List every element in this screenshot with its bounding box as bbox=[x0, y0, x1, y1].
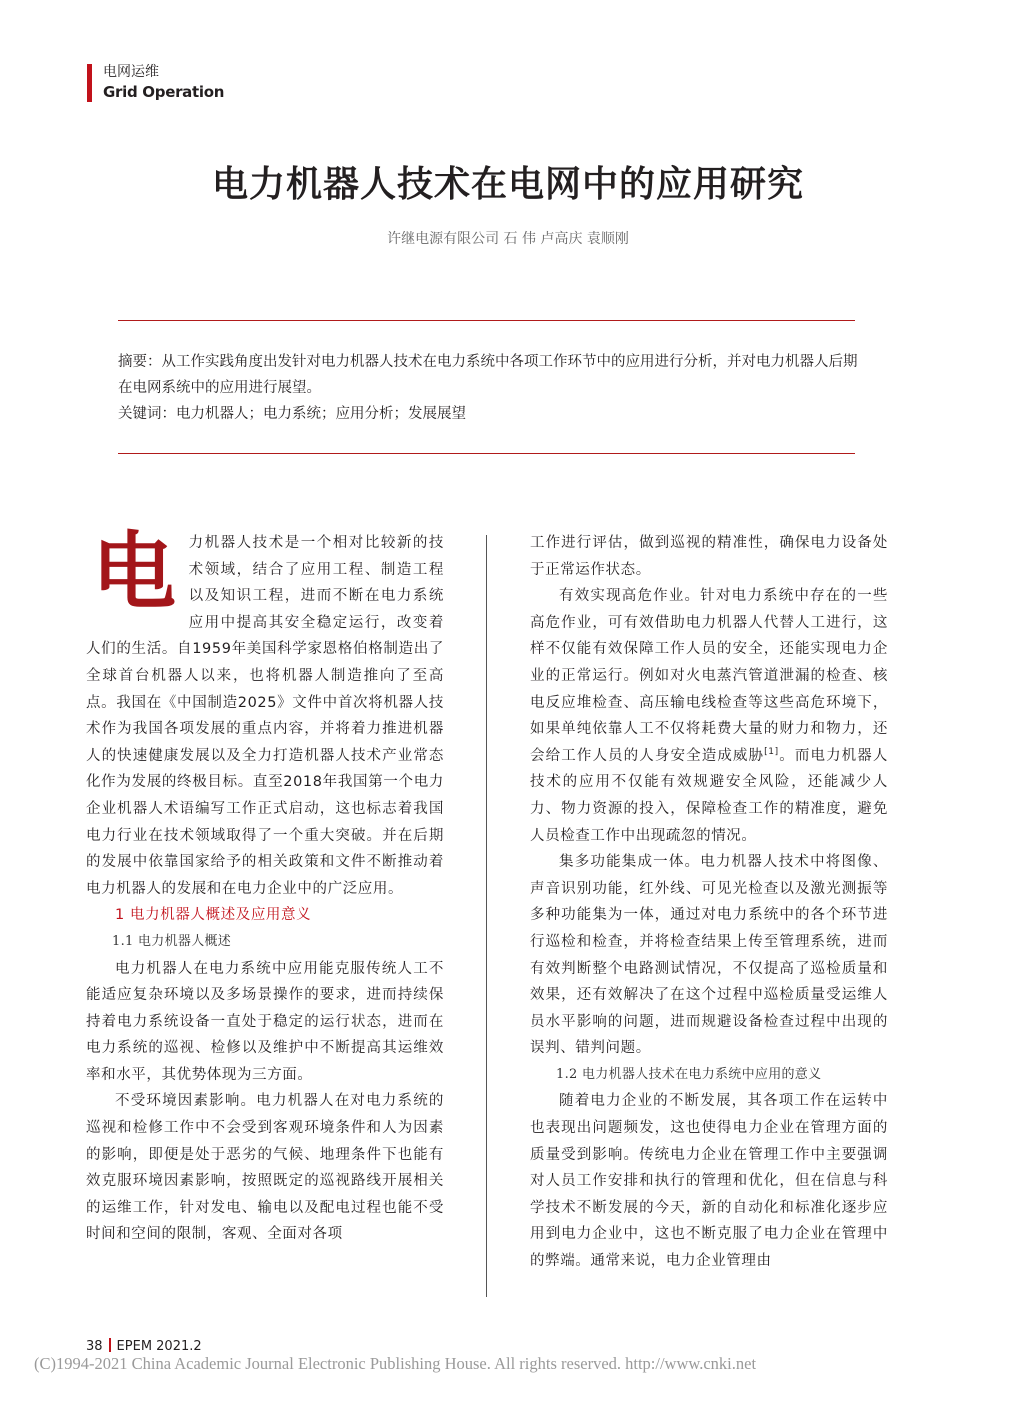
paragraph-text: 有效实现高危作业。针对电力系统中存在的一些高危作业，可有效借助电力机器人代替人工进行，这样不仅能有效保障工作人员的安全，还能实现电力企业的正常运行。例如对火电蒸汽管道泄漏的检查、核电反应堆检查、高压输电线检查等这些高危环境下，如果单纯依靠人工不仅将耗费大量的财力和物力，还会给工作人员的人身安全造成威胁 bbox=[530, 588, 888, 764]
intro-paragraph bbox=[86, 522, 444, 902]
paragraph: 电力机器人在电力系统中应用能克服传统人工不能适应复杂环境以及多场景操作的要求，进而持续保持着电力系统设备一直处于稳定的运行状态，进而在电力系统的巡视、检修以及维护中不断提高其运维效率和水平，其优势体现为三方面。 bbox=[86, 960, 444, 1083]
journal-issue: EPEM 2021.2 bbox=[116, 1339, 202, 1354]
abstract-bottom-rule bbox=[118, 453, 855, 454]
keywords: 关键词：电力机器人；电力系统；应用分析；发展展望 bbox=[118, 406, 466, 422]
intro-text: 力机器人技术是一个相对比较新的技术领域，结合了应用工程、制造工程以及知识工程，进而不断在电力系统应用中提高其安全稳定运行，改变着人们的生活。自1959年美国科学家恩格伯格制造出了全球首台机器人以来，也将机器人制造推向了至高点。我国在《中国制造2025》文件中首次将机器人技术作为我国各项发展的重点内容，并将着力推进机器人的快速健康发展以及全力打造机器人技术产业常态化作为发展的终极目标。直至2018年我国第一个电力企业机器人术语编写工作正式启动，这也标志着我国电力行业在技术领域取得了一个重大突破。并在后期的发展中依靠国家给予的相关政策和文件不断推动着电力机器人的发展和在电力企业中的广泛应用。 bbox=[86, 535, 444, 897]
column-divider bbox=[486, 535, 487, 1297]
drop-cap: 电 bbox=[92, 522, 177, 621]
article-title: 电力机器人技术在电网中的应用研究 bbox=[211, 164, 804, 205]
citation: [1] bbox=[764, 746, 779, 757]
copyright-watermark: (C)1994-2021 China Academic Journal Electronic Publishing House. All rights reserved. http://www.cnki.net bbox=[34, 1354, 757, 1373]
section-label-cn: 电网运维 bbox=[103, 64, 159, 80]
left-column bbox=[86, 522, 444, 1248]
page-number: 38 bbox=[86, 1339, 103, 1354]
heading-1-2: 1.2 电力机器人技术在电力系统中应用的意义 bbox=[556, 1066, 822, 1082]
section-marker-bar bbox=[87, 64, 92, 102]
paragraph: 随着电力企业的不断发展，其各项工作在运转中也表现出问题频发，这也使得电力企业在管理方面的质量受到影响。传统电力企业在管理工作中主要强调对人员工作安排和执行的管理和优化，但在信息与科学技术不断发展的今天，新的自动化和标准化逐步应用到电力企业中，这也不断克服了电力企业在管理中的弊端。通常来说，电力企业管理由 bbox=[530, 1093, 888, 1270]
abstract: 摘要：从工作实践角度出发针对电力机器人技术在电力系统中各项工作环节中的应用进行分析，并对电力机器人后期在电网系统中的应用进行展望。 bbox=[118, 354, 858, 396]
heading-1-1: 1.1 电力机器人概述 bbox=[112, 933, 232, 949]
paragraph: 集多功能集成一体。电力机器人技术中将图像、声音识别功能，红外线、可见光检查以及激光测振等多种功能集为一体，通过对电力系统中的各个环节进行巡检和检查，并将检查结果上传至管理系统，进而有效判断整个电路测试情况，不仅提高了巡检质量和效果，还有效解决了在这个过程中巡检质量受运维人员水平影响的问题，进而规避设备检查过程中出现的误判、错判问题。 bbox=[530, 854, 888, 1057]
abstract-top-rule bbox=[118, 320, 855, 321]
right-column bbox=[530, 530, 888, 1275]
paragraph-text: 。而电力机器人技术的应用不仅能有效规避安全风险，还能减少人力、物力资源的投入，保障检查工作的精准度，避免人员检查工作中出现疏忽的情况。 bbox=[530, 747, 889, 844]
heading-1: 1 电力机器人概述及应用意义 bbox=[115, 907, 312, 924]
section-label-en: Grid Operation bbox=[103, 83, 225, 101]
article-authors: 许继电源有限公司 石 伟 卢高庆 袁顺刚 bbox=[387, 231, 629, 247]
paragraph: 不受环境因素影响。电力机器人在对电力系统的巡视和检修工作中不会受到客观环境条件和人为因素的影响，即便是处于恶劣的气候、地理条件下也能有效克服环境因素影响，按照既定的巡视路线开展相关的运维工作，针对发电、输电以及配电过程也能不受时间和空间的限制，客观、全面对各项 bbox=[86, 1093, 444, 1243]
paragraph: 工作进行评估，做到巡视的精准性，确保电力设备处于正常运作状态。 bbox=[530, 535, 888, 578]
footer-separator bbox=[109, 1338, 111, 1352]
paragraph bbox=[530, 583, 888, 849]
